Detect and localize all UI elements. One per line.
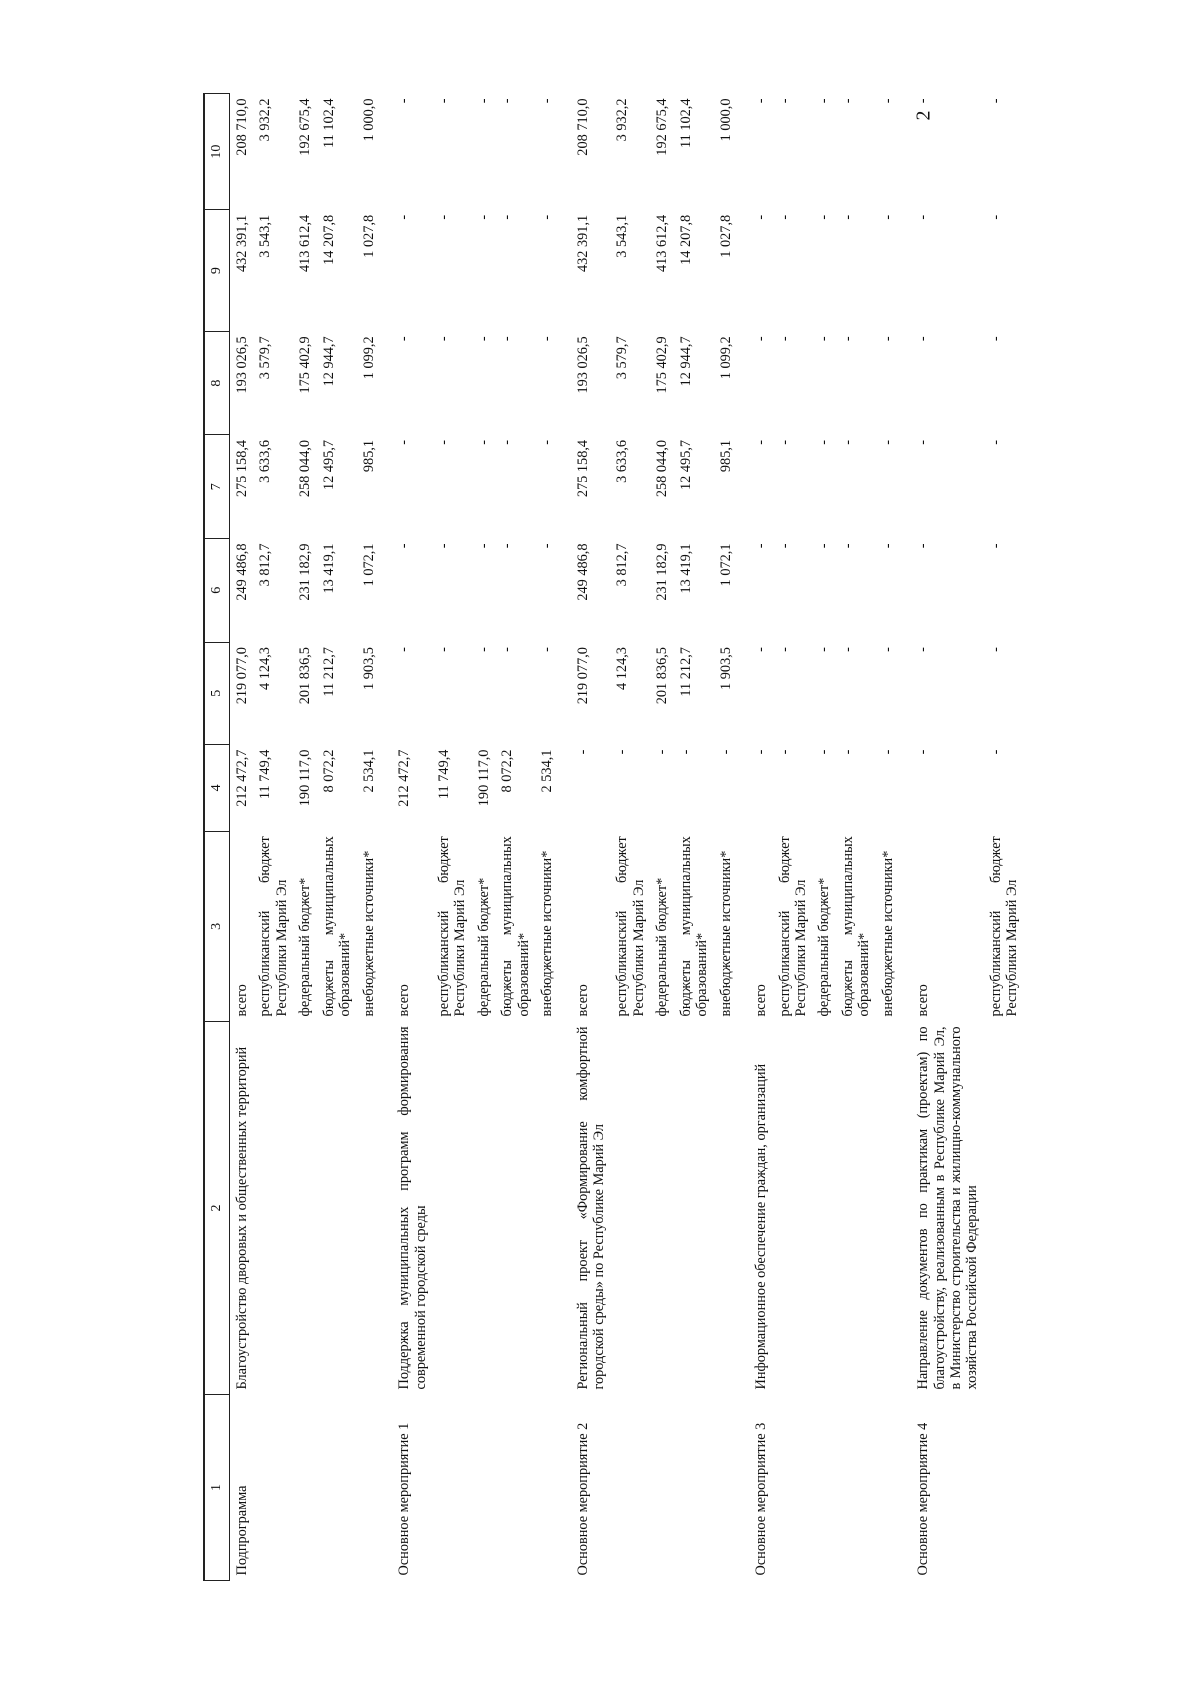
budget-table — [203, 93, 1024, 1581]
amount-cell: - — [753, 98, 770, 104]
amount-cell: - — [435, 439, 452, 445]
amount-cell: 14 207,8 — [677, 214, 694, 265]
amount-cell: - — [396, 336, 413, 342]
amount-cell: - — [776, 543, 793, 549]
amount-cell: 4 124,3 — [257, 647, 274, 690]
amount-cell: - — [499, 214, 516, 220]
amount-cell: - — [816, 336, 833, 342]
amount-cell: 193 026,5 — [574, 336, 591, 394]
description-cell — [714, 1021, 737, 1394]
description-cell — [317, 1021, 357, 1394]
amount-cell: - — [539, 214, 556, 220]
amount-cell: 3 579,7 — [614, 336, 631, 380]
description-cell: Направление документов по практикам (проектам) по благоустройству, реализованным в Республике Марий Эл, в Министерство строительства и жилищно-коммунального хозяйства Российской Федерации — [915, 1026, 981, 1390]
amount-cell: - — [753, 214, 770, 220]
section-label-cell — [293, 1395, 316, 1581]
amount-cell: - — [879, 543, 896, 549]
description-cell — [836, 1021, 876, 1394]
description-cell — [495, 1021, 535, 1394]
amount-cell: - — [816, 647, 833, 652]
amount-cell: 3 543,1 — [614, 214, 631, 258]
funding-source-cell: республиканский бюджет Республики Марий Эл — [435, 836, 469, 1017]
description-cell — [293, 1021, 316, 1394]
amount-cell: - — [475, 214, 492, 220]
table-row — [737, 94, 772, 1581]
amount-cell: - — [776, 214, 793, 220]
amount-cell: 231 182,9 — [654, 543, 671, 601]
table-row — [559, 94, 611, 1581]
table-row — [317, 94, 357, 1581]
amount-cell: 275 158,4 — [574, 439, 591, 498]
section-label-cell: Основное мероприятие 4 — [915, 1422, 932, 1576]
description-cell — [535, 1021, 558, 1394]
funding-source-cell: республиканский бюджет Республики Марий Эл — [257, 836, 290, 1017]
amount-cell: - — [654, 749, 671, 755]
amount-cell: - — [396, 98, 413, 104]
amount-cell: 3 633,6 — [614, 439, 631, 483]
amount-cell: 192 675,4 — [297, 98, 314, 156]
amount-cell: 190 117,0 — [297, 749, 314, 807]
funding-source-cell: внебюджетные источники* — [879, 850, 896, 1017]
amount-cell: - — [475, 647, 492, 652]
section-label-cell — [253, 1395, 293, 1581]
col-header: 1 — [204, 1395, 230, 1581]
col-header: 5 — [204, 642, 230, 745]
amount-cell: 12 944,7 — [677, 336, 694, 387]
amount-cell: - — [614, 749, 631, 755]
description-cell — [253, 1021, 293, 1394]
amount-cell: - — [776, 647, 793, 652]
amount-cell: - — [753, 647, 770, 652]
amount-cell: 12 495,7 — [320, 439, 337, 490]
table-row — [876, 94, 899, 1581]
amount-cell: 11 102,4 — [320, 98, 337, 149]
funding-source-cell: бюджеты муниципальных образований* — [499, 836, 532, 1017]
section-label-cell — [357, 1395, 380, 1581]
table-row — [836, 94, 876, 1581]
amount-cell: 193 026,5 — [234, 336, 250, 394]
section-label-cell: Основное мероприятие 2 — [574, 1422, 591, 1576]
amount-cell: 3 543,1 — [257, 214, 274, 258]
description-cell — [357, 1021, 380, 1394]
amount-cell: - — [987, 336, 1004, 342]
amount-cell: - — [816, 98, 833, 104]
table-row — [812, 94, 835, 1581]
funding-source-cell: всего — [753, 984, 770, 1017]
amount-cell: 432 391,1 — [574, 214, 591, 273]
amount-cell: - — [776, 98, 793, 104]
amount-cell: - — [879, 439, 896, 445]
amount-cell: - — [987, 543, 1004, 549]
amount-cell: - — [677, 749, 694, 755]
amount-cell: - — [539, 647, 556, 652]
amount-cell: - — [435, 214, 452, 220]
table-body — [230, 94, 1024, 1581]
amount-cell: 3 812,7 — [257, 543, 274, 587]
table-row — [650, 94, 673, 1581]
funding-source-cell: внебюджетные источники* — [539, 850, 556, 1017]
funding-source-cell: всего — [574, 984, 591, 1017]
section-label-cell: Подпрограмма — [234, 1485, 250, 1576]
section-label-cell — [714, 1395, 737, 1581]
col-header: 8 — [204, 331, 230, 435]
amount-cell: 201 836,5 — [297, 647, 314, 705]
funding-source-cell: федеральный бюджет* — [816, 877, 833, 1017]
funding-source-cell: бюджеты муниципальных образований* — [677, 836, 711, 1017]
table-row — [714, 94, 737, 1581]
amount-cell: 219 077,0 — [234, 647, 250, 705]
amount-cell: 208 710,0 — [234, 98, 250, 156]
amount-cell: - — [839, 749, 856, 755]
amount-cell: 1 099,2 — [717, 336, 734, 380]
amount-cell: 192 675,4 — [654, 98, 671, 156]
amount-cell: - — [879, 647, 896, 652]
amount-cell: - — [475, 543, 492, 549]
amount-cell: 175 402,9 — [297, 336, 314, 394]
amount-cell: - — [539, 336, 556, 342]
amount-cell: 8 072,2 — [320, 749, 337, 793]
amount-cell: - — [499, 647, 516, 652]
funding-source-cell: федеральный бюджет* — [475, 877, 492, 1017]
amount-cell: 190 117,0 — [475, 749, 492, 807]
amount-cell: - — [499, 98, 516, 104]
description-cell — [432, 1021, 472, 1394]
amount-cell: 1 000,0 — [360, 98, 377, 142]
amount-cell: - — [879, 98, 896, 104]
amount-cell: - — [499, 439, 516, 445]
funding-source-cell: республиканский бюджет Республики Марий Эл — [776, 836, 809, 1017]
table-row — [357, 94, 380, 1581]
table-row — [899, 94, 984, 1581]
funding-source-cell: бюджеты муниципальных образований* — [320, 836, 354, 1017]
amount-cell: 11 749,4 — [257, 749, 274, 800]
amount-cell: - — [839, 336, 856, 342]
amount-cell: 275 158,4 — [234, 439, 250, 498]
col-header: 7 — [204, 435, 230, 539]
description-cell: Благоустройство дворовых и общественных территорий — [234, 1046, 250, 1390]
col-header: 6 — [204, 538, 230, 642]
description-cell — [472, 1021, 495, 1394]
funding-source-cell: федеральный бюджет* — [297, 877, 314, 1017]
amount-cell: - — [539, 439, 556, 445]
table-row — [432, 94, 472, 1581]
amount-cell: 432 391,1 — [234, 214, 250, 273]
amount-cell: - — [435, 543, 452, 549]
funding-source-cell: федеральный бюджет* — [654, 877, 671, 1017]
amount-cell: - — [987, 98, 1004, 104]
amount-cell: - — [879, 336, 896, 342]
amount-cell: 3 633,6 — [257, 439, 274, 483]
table-row — [380, 94, 432, 1581]
col-header: 4 — [204, 745, 230, 832]
amount-cell: 4 124,3 — [614, 647, 631, 690]
table-row — [535, 94, 558, 1581]
amount-cell: - — [776, 749, 793, 755]
amount-cell: - — [396, 214, 413, 220]
table-row — [253, 94, 293, 1581]
amount-cell: 3 812,7 — [614, 543, 631, 587]
amount-cell: 1 027,8 — [360, 214, 377, 258]
section-label-cell — [812, 1395, 835, 1581]
amount-cell: - — [839, 214, 856, 220]
funding-source-cell: республиканский бюджет Республики Марий Эл — [614, 836, 647, 1017]
amount-cell: - — [987, 749, 1004, 755]
description-cell — [876, 1021, 899, 1394]
section-label-cell — [535, 1395, 558, 1581]
amount-cell: 12 944,7 — [320, 336, 337, 387]
amount-cell: 413 612,4 — [654, 214, 671, 273]
amount-cell: - — [539, 98, 556, 104]
table-row — [495, 94, 535, 1581]
amount-cell: - — [839, 98, 856, 104]
description-cell — [812, 1021, 835, 1394]
amount-cell: - — [816, 543, 833, 549]
amount-cell: 11 102,4 — [677, 98, 694, 149]
amount-cell: - — [915, 647, 932, 652]
amount-cell: 249 486,8 — [574, 543, 591, 601]
amount-cell: 219 077,0 — [574, 647, 591, 705]
description-cell: Региональный проект «Формирование комфортной городской среды» по Республике Марий Эл — [574, 1026, 607, 1390]
funding-source-cell: бюджеты муниципальных образований* — [839, 836, 873, 1017]
amount-cell: 201 836,5 — [654, 647, 671, 705]
amount-cell: - — [987, 439, 1004, 445]
amount-cell: - — [987, 214, 1004, 220]
amount-cell: - — [915, 749, 932, 755]
amount-cell: 3 579,7 — [257, 336, 274, 380]
amount-cell: - — [753, 749, 770, 755]
amount-cell: - — [816, 439, 833, 445]
amount-cell: - — [915, 543, 932, 549]
col-header: 3 — [204, 831, 230, 1021]
amount-cell: 1 000,0 — [717, 98, 734, 142]
amount-cell: - — [915, 336, 932, 342]
amount-cell: 3 932,2 — [614, 98, 631, 142]
amount-cell: - — [987, 647, 1004, 652]
section-label-cell: Основное мероприятие 1 — [396, 1422, 413, 1576]
amount-cell: 258 044,0 — [297, 439, 314, 498]
amount-cell: 212 472,7 — [234, 749, 250, 807]
table-row — [472, 94, 495, 1581]
amount-cell: - — [816, 749, 833, 755]
col-header: 2 — [204, 1021, 230, 1394]
section-label-cell — [876, 1395, 899, 1581]
description-cell: Поддержка муниципальных программ формирования современной городской среды — [396, 1026, 429, 1390]
section-label-cell — [472, 1395, 495, 1581]
amount-cell: - — [499, 336, 516, 342]
section-label-cell — [984, 1395, 1024, 1581]
amount-cell: 2 534,1 — [360, 749, 377, 793]
section-label-cell — [432, 1395, 472, 1581]
amount-cell: 3 932,2 — [257, 98, 274, 142]
amount-cell: 413 612,4 — [297, 214, 314, 273]
amount-cell: 208 710,0 — [574, 98, 591, 156]
amount-cell: - — [879, 214, 896, 220]
section-label-cell — [836, 1395, 876, 1581]
amount-cell: 11 212,7 — [677, 647, 694, 697]
amount-cell: 14 207,8 — [320, 214, 337, 265]
section-label-cell: Основное мероприятие 3 — [753, 1422, 770, 1576]
amount-cell: 249 486,8 — [234, 543, 250, 601]
amount-cell: - — [435, 98, 452, 104]
table-row — [230, 94, 254, 1581]
amount-cell: - — [839, 439, 856, 445]
amount-cell: 258 044,0 — [654, 439, 671, 498]
amount-cell: - — [816, 214, 833, 220]
table-row — [610, 94, 650, 1581]
funding-source-cell: всего — [234, 984, 250, 1017]
amount-cell: - — [574, 749, 591, 755]
amount-cell: - — [879, 749, 896, 755]
page-number: 2 — [912, 110, 935, 121]
funding-source-cell: внебюджетные источники* — [717, 850, 734, 1017]
description-cell — [984, 1021, 1024, 1394]
col-header: 9 — [204, 210, 230, 332]
amount-cell: 11 212,7 — [320, 647, 337, 697]
amount-cell: - — [499, 543, 516, 549]
amount-cell: 2 534,1 — [539, 749, 556, 793]
table-row — [293, 94, 316, 1581]
rotated-table-area — [203, 93, 1021, 1581]
section-label-cell — [773, 1395, 813, 1581]
amount-cell: 13 419,1 — [677, 543, 694, 594]
amount-cell: 1 903,5 — [717, 647, 734, 690]
amount-cell: - — [475, 98, 492, 104]
amount-cell: - — [475, 336, 492, 342]
amount-cell: - — [539, 543, 556, 549]
amount-cell: - — [753, 336, 770, 342]
amount-cell: 1 072,1 — [360, 543, 377, 587]
col-header: 10 — [204, 94, 230, 210]
amount-cell: 1 099,2 — [360, 336, 377, 380]
amount-cell: 11 749,4 — [435, 749, 452, 800]
amount-cell: - — [776, 439, 793, 445]
amount-cell: - — [396, 439, 413, 445]
amount-cell: - — [915, 214, 932, 220]
amount-cell: - — [717, 749, 734, 755]
amount-cell: - — [839, 543, 856, 549]
amount-cell: - — [475, 439, 492, 445]
amount-cell: 13 419,1 — [320, 543, 337, 594]
amount-cell: - — [776, 336, 793, 342]
amount-cell: - — [915, 98, 932, 104]
amount-cell: 12 495,7 — [677, 439, 694, 490]
amount-cell: - — [753, 439, 770, 445]
amount-cell: 1 072,1 — [717, 543, 734, 587]
amount-cell: - — [396, 647, 413, 652]
funding-source-cell: республиканский бюджет Республики Марий Эл — [987, 836, 1021, 1017]
description-cell: Информационное обеспечение граждан, организаций — [753, 1063, 770, 1390]
amount-cell: - — [435, 647, 452, 652]
funding-source-cell: внебюджетные источники* — [360, 850, 377, 1017]
funding-source-cell: всего — [915, 984, 932, 1017]
amount-cell: 175 402,9 — [654, 336, 671, 394]
section-label-cell — [317, 1395, 357, 1581]
amount-cell: - — [839, 647, 856, 652]
amount-cell: - — [915, 439, 932, 445]
section-label-cell — [674, 1395, 714, 1581]
amount-cell: 985,1 — [360, 439, 377, 473]
description-cell — [674, 1021, 714, 1394]
amount-cell: 1 903,5 — [360, 647, 377, 690]
amount-cell: 1 027,8 — [717, 214, 734, 258]
funding-source-cell: всего — [396, 984, 413, 1017]
amount-cell: 212 472,7 — [396, 749, 413, 807]
amount-cell: 8 072,2 — [499, 749, 516, 793]
table-header-row — [204, 94, 230, 1581]
table-row — [984, 94, 1024, 1581]
description-cell — [610, 1021, 650, 1394]
amount-cell: 985,1 — [717, 439, 734, 473]
amount-cell: - — [396, 543, 413, 549]
amount-cell: - — [753, 543, 770, 549]
description-cell — [773, 1021, 813, 1394]
section-label-cell — [495, 1395, 535, 1581]
section-label-cell — [650, 1395, 673, 1581]
table-row — [674, 94, 714, 1581]
description-cell — [650, 1021, 673, 1394]
table-row — [773, 94, 813, 1581]
amount-cell: 231 182,9 — [297, 543, 314, 601]
section-label-cell — [610, 1395, 650, 1581]
amount-cell: - — [435, 336, 452, 342]
